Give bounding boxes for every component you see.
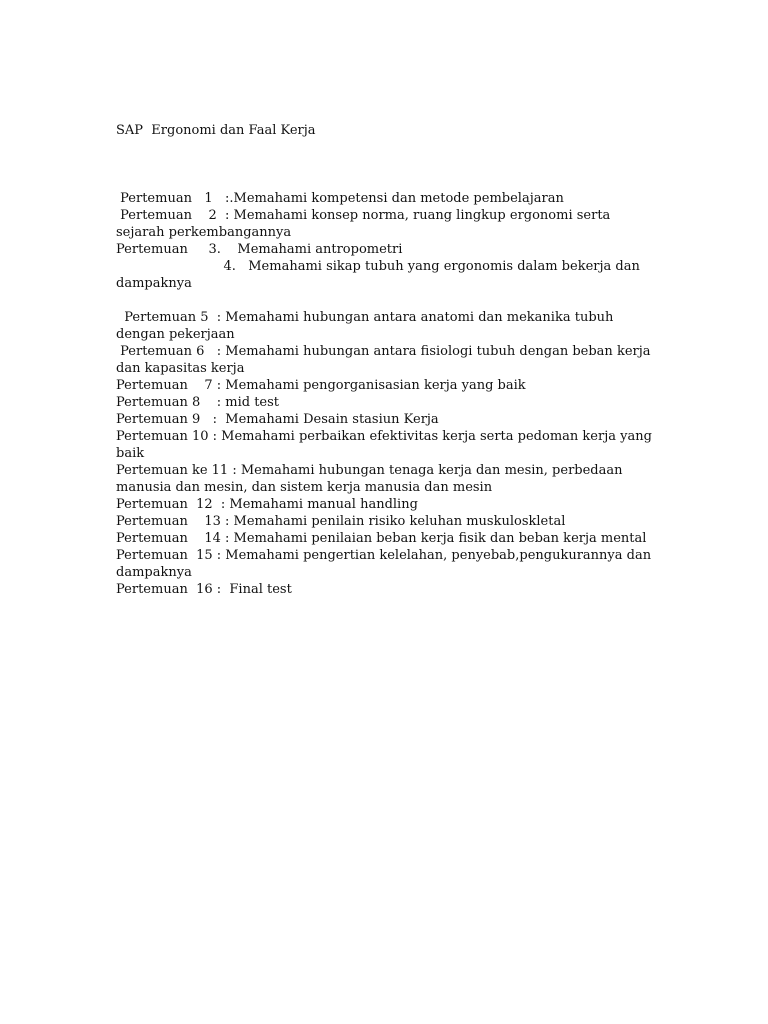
text-line: Pertemuan 13 : Memahami penilain risiko keluhan muskuloskletal — [116, 514, 566, 529]
text-line: Pertemuan 16 : Final test — [116, 582, 292, 597]
text-line: Pertemuan 14 : Memahami penilaian beban kerja fisik dan beban kerja mental — [116, 531, 647, 546]
text-line: Pertemuan 2 : Memahami konsep norma, ruang lingkup ergonomi serta — [116, 208, 611, 223]
text-line: Pertemuan 15 : Memahami pengertian kelelahan, penyebab,pengukurannya dan — [116, 548, 652, 563]
blank-line — [116, 292, 656, 309]
text-line: manusia dan mesin, dan sistem kerja manusia dan mesin — [116, 480, 493, 495]
text-line: Pertemuan 6 : Memahami hubungan antara fisiologi tubuh dengan beban kerja — [116, 344, 651, 359]
text-line: Pertemuan 7 : Memahami pengorganisasian kerja yang baik — [116, 378, 526, 393]
text-line: Pertemuan ke 11 : Memahami hubungan tenaga kerja dan mesin, perbedaan — [116, 463, 623, 478]
text-line: Pertemuan 8 : mid test — [116, 395, 280, 410]
document-title: SAP Ergonomi dan Faal Kerja — [116, 123, 316, 138]
text-line: dan kapasitas kerja — [116, 361, 245, 376]
text-line: dampaknya — [116, 565, 192, 580]
text-line: dampaknya — [116, 276, 192, 291]
text-line: sejarah perkembangannya — [116, 225, 292, 240]
text-line: Pertemuan 9 : Memahami Desain stasiun Kerja — [116, 412, 439, 427]
text-line: 4. Memahami sikap tubuh yang ergonomis dalam bekerja dan — [116, 259, 640, 274]
text-line: Pertemuan 3. Memahami antropometri — [116, 242, 403, 257]
text-line: Pertemuan 10 : Memahami perbaikan efektivitas kerja serta pedoman kerja yang — [116, 429, 652, 444]
text-line: Pertemuan 1 :.Memahami kompetensi dan metode pembelajaran — [116, 191, 564, 206]
text-line: dengan pekerjaan — [116, 327, 235, 342]
text-line: Pertemuan 5 : Memahami hubungan antara anatomi dan mekanika tubuh — [116, 310, 614, 325]
document-body — [116, 190, 656, 598]
text-line: Pertemuan 12 : Memahami manual handling — [116, 497, 418, 512]
text-line: baik — [116, 446, 145, 461]
